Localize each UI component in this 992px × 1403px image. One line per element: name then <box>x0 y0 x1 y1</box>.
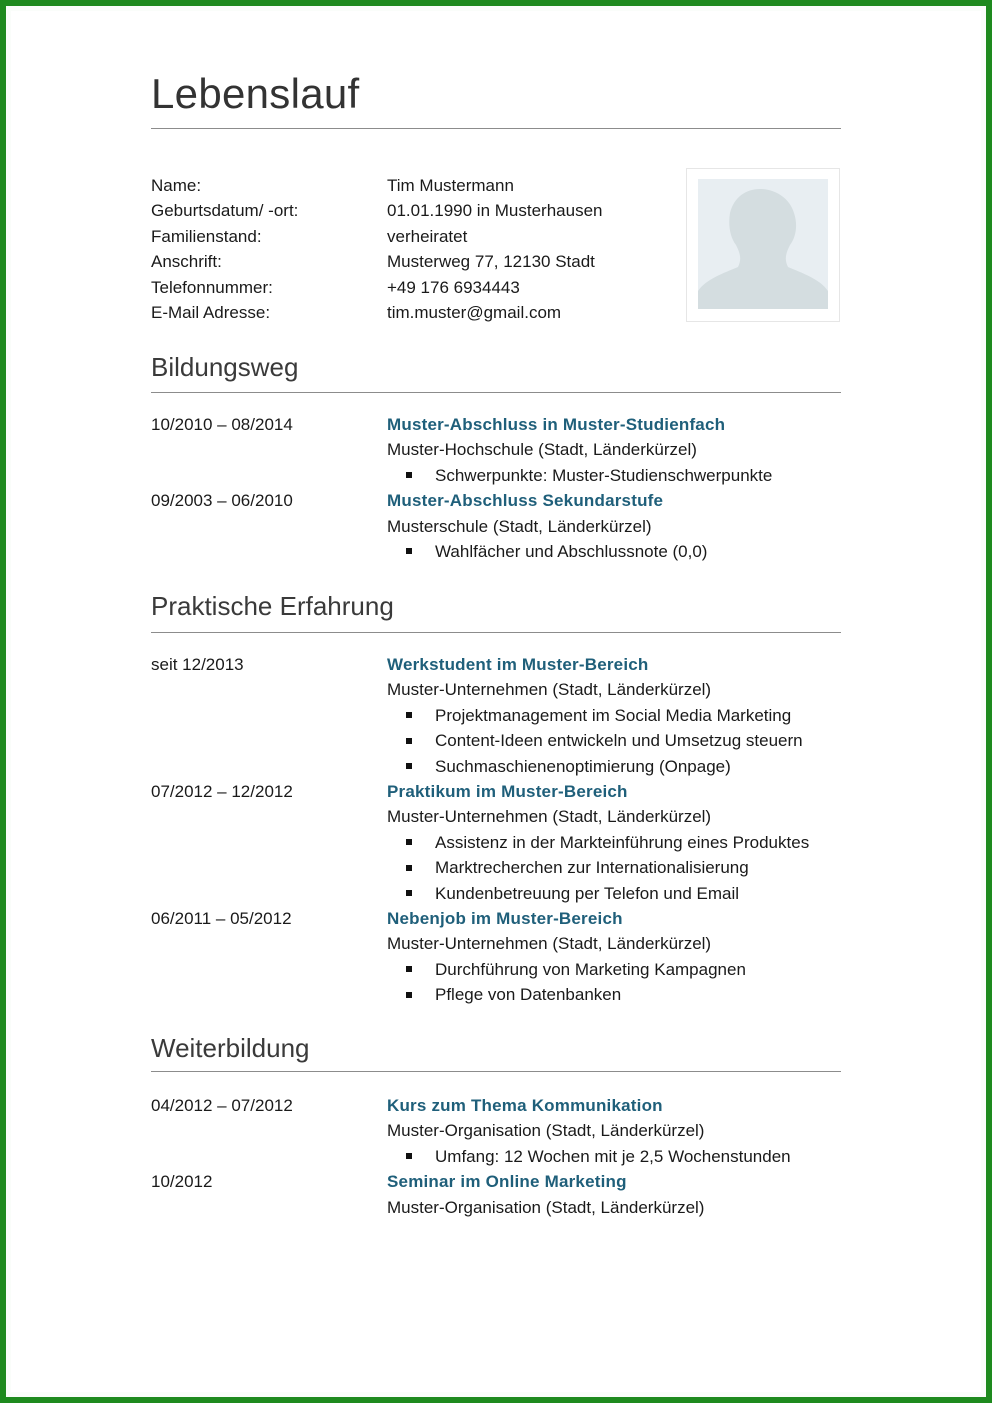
entry-bullet: Suchmaschienenoptimierung (Onpage) <box>151 754 851 779</box>
personal-value: Musterweg 77, 12130 Stadt <box>387 252 595 272</box>
training-entries <box>151 1093 851 1220</box>
photo-frame <box>686 168 840 322</box>
entry-position: Muster-Abschluss Sekundarstufe <box>387 491 664 511</box>
personal-row-birth <box>151 198 651 223</box>
entry-organization: Muster-Unternehmen (Stadt, Länderkürzel) <box>387 934 712 954</box>
entry-bullet: Assistenz in der Markteinführung eines Produktes <box>151 830 851 855</box>
entry-date: seit 12/2013 <box>151 655 244 674</box>
entry-organization: Muster-Unternehmen (Stadt, Länderkürzel) <box>387 680 712 700</box>
entry-position: Muster-Abschluss in Muster-Studienfach <box>387 415 726 434</box>
entry-header <box>151 779 851 804</box>
section-rule <box>151 632 841 633</box>
personal-label: Telefonnummer: <box>151 277 273 297</box>
entry-bullet: Kundenbetreuung per Telefon und Email <box>151 881 851 906</box>
entry-position: Praktikum im Muster-Bereich <box>387 781 628 801</box>
personal-value: verheiratet <box>387 226 468 246</box>
personal-row-phone <box>151 275 651 300</box>
entry-bullet: Schwerpunkte: Muster-Studienschwerpunkte <box>151 463 851 488</box>
entry-organization: Muster-Organisation (Stadt, Länderkürzel) <box>387 1121 705 1141</box>
entry-position: Werkstudent im Muster-Bereich <box>387 655 649 674</box>
entry-header <box>151 652 851 677</box>
document-title: Lebenslauf <box>151 70 360 117</box>
personal-label: Anschrift: <box>151 252 222 272</box>
entry-date: 06/2011 – 05/2012 <box>151 908 292 928</box>
section-heading-education: Bildungsweg <box>151 352 299 382</box>
entry-bullet: Content-Ideen entwickeln und Umsetzug steuern <box>151 728 851 753</box>
personal-row-email <box>151 300 651 325</box>
education-entries <box>151 412 851 564</box>
personal-label: E-Mail Adresse: <box>151 302 271 322</box>
entry-bullet: Marktrecherchen zur Internationalisierung <box>151 855 851 880</box>
entry-bullet: Pflege von Datenbanken <box>151 982 851 1007</box>
personal-value: 01.01.1990 in Musterhausen <box>387 201 603 221</box>
personal-info <box>151 173 651 325</box>
entry-date: 09/2003 – 06/2010 <box>151 491 293 511</box>
section-heading-training: Weiterbildung <box>151 1033 310 1063</box>
entry-bullet: Durchführung von Marketing Kampagnen <box>151 957 851 982</box>
entry-position: Kurs zum Thema Kommunikation <box>387 1096 663 1115</box>
entry-date: 10/2010 – 08/2014 <box>151 415 293 434</box>
title-rule <box>151 128 841 129</box>
entry-bullet: Umfang: 12 Wochen mit je 2,5 Wochenstunden <box>151 1144 851 1169</box>
entry-date: 07/2012 – 12/2012 <box>151 781 293 801</box>
personal-value: tim.muster@gmail.com <box>387 302 562 322</box>
entry-header <box>151 1169 851 1194</box>
entry-bullet: Wahlfächer und Abschlussnote (0,0) <box>151 539 851 564</box>
personal-row-name <box>151 173 651 198</box>
personal-label: Name: <box>151 176 202 195</box>
entry-bullet: Projektmanagement im Social Media Marketing <box>151 703 851 728</box>
entry-position: Nebenjob im Muster-Bereich <box>387 908 623 928</box>
entry-organization: Muster-Organisation (Stadt, Länderkürzel) <box>387 1197 705 1217</box>
personal-value: +49 176 6934443 <box>387 277 520 297</box>
entry-header <box>151 1093 851 1118</box>
personal-row-status <box>151 224 651 249</box>
entry-organization: Muster-Hochschule (Stadt, Länderkürzel) <box>387 440 697 460</box>
entry-organization: Musterschule (Stadt, Länderkürzel) <box>387 516 652 536</box>
personal-label: Geburtsdatum/ -ort: <box>151 201 299 221</box>
section-rule <box>151 392 841 393</box>
section-heading-experience: Praktische Erfahrung <box>151 591 394 621</box>
section-rule <box>151 1071 841 1072</box>
entry-position: Seminar im Online Marketing <box>387 1172 627 1192</box>
experience-entries <box>151 652 851 1007</box>
entry-header <box>151 412 851 437</box>
entry-header <box>151 906 851 931</box>
person-silhouette-icon <box>698 179 828 309</box>
entry-organization: Muster-Unternehmen (Stadt, Länderkürzel) <box>387 807 712 827</box>
personal-value: Tim Mustermann <box>387 176 514 195</box>
entry-date: 10/2012 <box>151 1172 213 1192</box>
personal-label: Familienstand: <box>151 226 262 246</box>
entry-date: 04/2012 – 07/2012 <box>151 1096 293 1115</box>
entry-header <box>151 488 851 513</box>
personal-row-address <box>151 249 651 274</box>
